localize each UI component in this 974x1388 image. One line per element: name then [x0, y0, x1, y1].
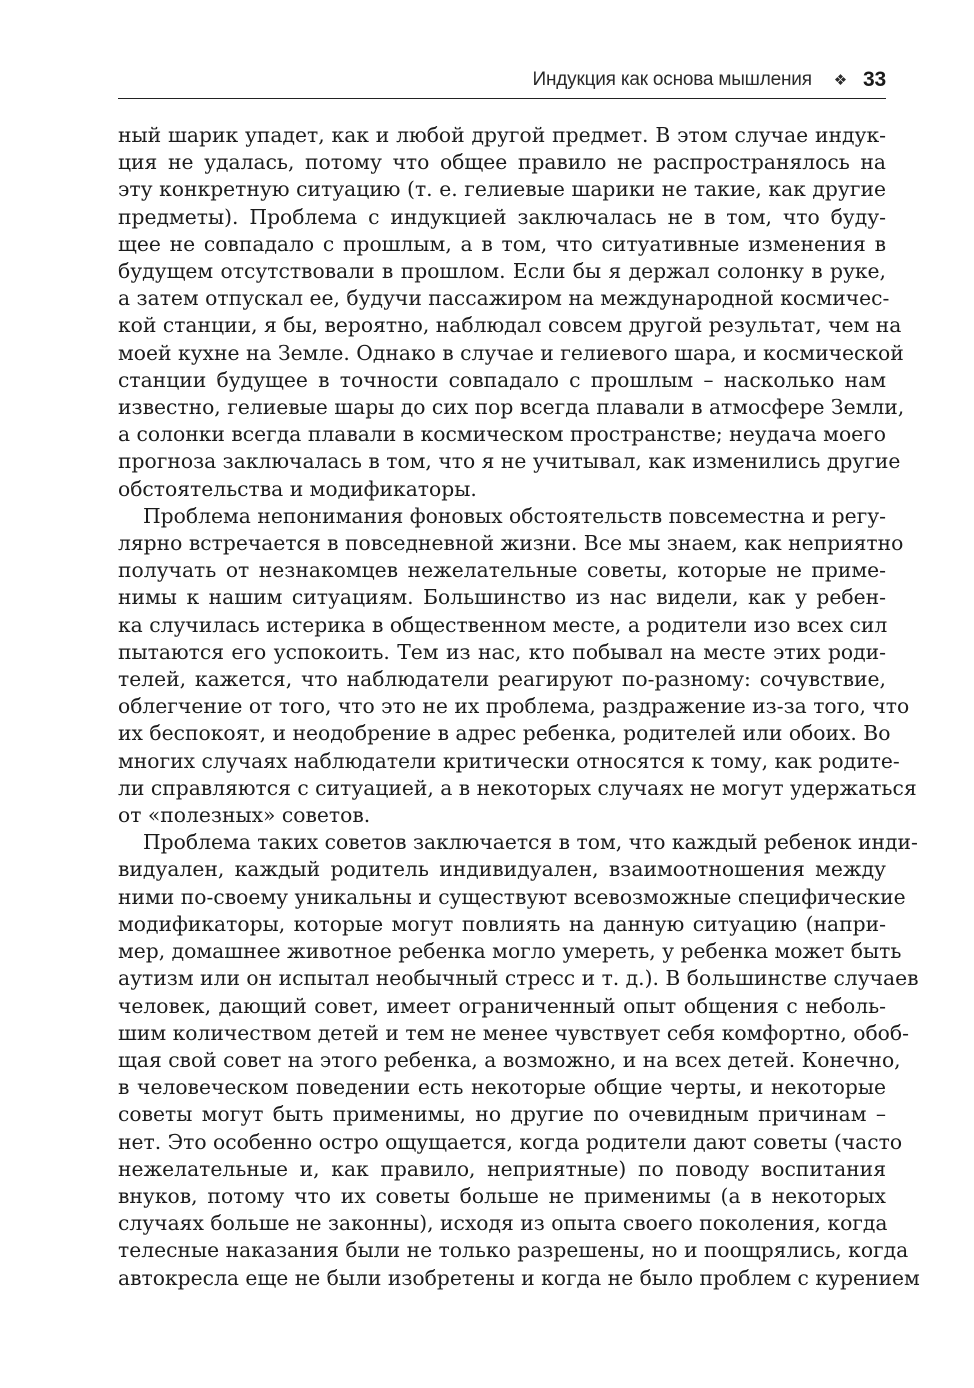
- text-line: случаях больше не законны), исходя из опыта своего поколения, когда: [118, 1211, 888, 1236]
- text-line: обстоятельства и модификаторы.: [118, 476, 477, 501]
- text-line: а затем отпускал ее, будучи пассажиром на международной космичес-: [118, 286, 890, 311]
- paragraph: [118, 503, 917, 829]
- running-header: [118, 60, 886, 99]
- text-line: кой станции, я бы, вероятно, наблюдал совсем другой результат, чем на: [118, 313, 902, 338]
- text-line: в человеческом поведении есть некоторые общие черты, и некоторые: [118, 1075, 886, 1100]
- text-line: шим количеством детей и тем не менее чувствует себя комфортно, обоб-: [118, 1020, 909, 1045]
- text-line: Проблема непонимания фоновых обстоятельств повсеместна и регу-: [143, 503, 886, 528]
- text-line: нимы к нашим ситуациям. Большинство из нас видели, как у ребен-: [118, 585, 886, 610]
- text-line: ка случилась истерика в общественном месте, а родители изо всех сил: [118, 612, 888, 637]
- text-line: получать от незнакомцев нежелательные советы, которые не приме-: [118, 558, 886, 583]
- paragraph: [118, 122, 905, 503]
- body-text: [118, 122, 920, 1292]
- text-line: советы могут быть применимы, но другие по очевидным причинам –: [118, 1102, 886, 1127]
- text-line: щая свой совет на этого ребенка, а возможно, и на всех детей. Конечно,: [118, 1047, 901, 1072]
- text-line: пытаются его успокоить. Тем из нас, кто побывал на месте этих роди-: [118, 639, 886, 664]
- text-line: автокресла еще не были изобретены и когда не было проблем с курением: [118, 1265, 920, 1290]
- text-line: мер, домашнее животное ребенка могло умереть, у ребенка может быть: [118, 939, 902, 964]
- text-line: Проблема таких советов заключается в том, что каждый ребенок инди-: [143, 830, 918, 855]
- text-line: аутизм или он испытал необычный стресс и т. д.). В большинстве случаев: [118, 966, 919, 991]
- text-line: прогноза заключалась в том, что я не учитывал, как изменились другие: [118, 449, 901, 474]
- text-line: эту конкретную ситуацию (т. е. гелиевые шарики не такие, как другие: [118, 177, 886, 202]
- text-line: ними по-своему уникальны и существуют всевозможные специфические: [118, 884, 906, 909]
- text-line: видуален, каждый родитель индивидуален, взаимоотношения между: [118, 857, 886, 882]
- text-line: человек, дающий совет, имеет ограниченный опыт общения с неболь-: [118, 993, 886, 1018]
- text-line: ция не удалась, потому что общее правило не распространялось на: [118, 150, 886, 175]
- page-number: 33: [863, 68, 886, 91]
- text-line: ли справляются с ситуацией, а в некоторых случаях не могут удержаться: [118, 775, 917, 800]
- paragraph: [118, 829, 920, 1291]
- text-line: лярно встречается в повседневной жизни. Все мы знаем, как неприятно: [118, 531, 904, 556]
- text-line: а солонки всегда плавали в космическом пространстве; неудача моего: [118, 422, 886, 447]
- text-line: щее не совпадало с прошлым, а в том, что ситуативные изменения в: [118, 231, 886, 256]
- text-line: облегчение от того, что это не их проблема, раздражение из-за того, что: [118, 694, 910, 719]
- text-line: нежелательные и, как правило, неприятные) по поводу воспитания: [118, 1156, 886, 1181]
- header-content: [533, 68, 886, 92]
- text-line: модификаторы, которые могут повлиять на данную ситуацию (напри-: [118, 911, 886, 936]
- text-line: известно, гелиевые шары до сих пор всегда плавали в атмосфере Земли,: [118, 395, 905, 420]
- text-line: нет. Это особенно остро ощущается, когда родители дают советы (часто: [118, 1129, 903, 1154]
- text-line: телей, кажется, что наблюдатели реагируют по-разному: сочувствие,: [118, 667, 886, 692]
- text-line: моей кухне на Земле. Однако в случае и гелиевого шара, и космической: [118, 340, 904, 365]
- text-line: многих случаях наблюдатели критически относятся к тому, как родите-: [118, 748, 900, 773]
- text-line: от «полезных» советов.: [118, 803, 371, 828]
- text-line: их беспокоят, и неодобрение в адрес ребенка, родителей или обоих. Во: [118, 721, 891, 746]
- text-line: станции будущее в точности совпадало с прошлым – насколько нам: [118, 367, 886, 392]
- text-line: внуков, потому что их советы больше не применимы (а в некоторых: [118, 1183, 886, 1208]
- diamond-ornament-icon: ❖: [833, 72, 848, 89]
- running-title: Индукция как основа мышления: [532, 69, 812, 90]
- text-line: телесные наказания были не только разрешены, но и поощрялись, когда: [118, 1238, 909, 1263]
- text-line: предметы). Проблема с индукцией заключалась не в том, что буду-: [118, 204, 886, 229]
- text-line: ный шарик упадет, как и любой другой предмет. В этом случае индук-: [118, 123, 886, 147]
- text-line: будущем отсутствовали в прошлом. Если бы я держал солонку в руке,: [118, 259, 886, 284]
